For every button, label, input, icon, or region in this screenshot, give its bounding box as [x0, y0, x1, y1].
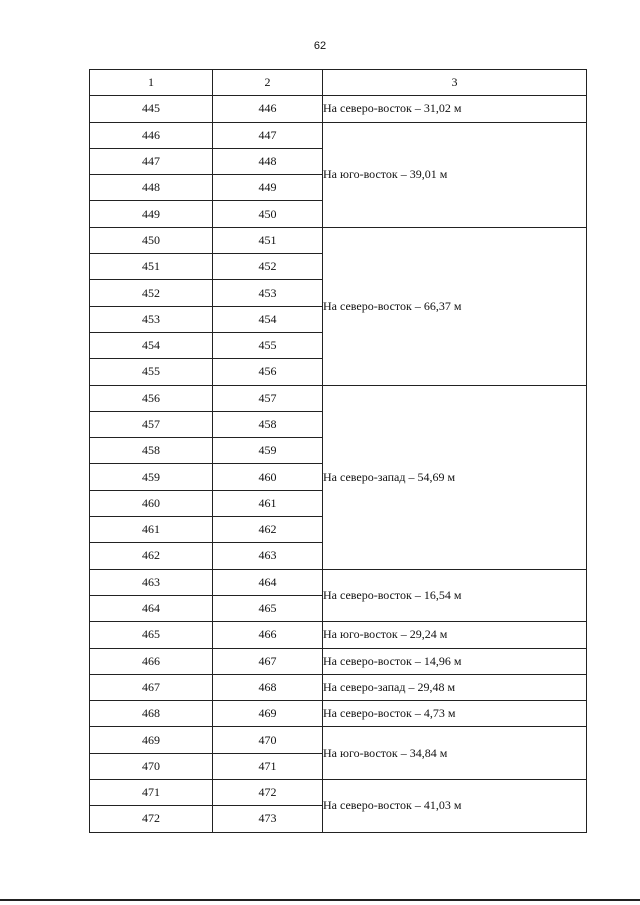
point-to-cell: 463: [213, 543, 323, 569]
point-from-cell: 452: [90, 280, 213, 306]
direction-distance-cell: На северо-запад – 54,69 м: [323, 385, 587, 569]
direction-distance-cell: На северо-восток – 41,03 м: [323, 780, 587, 833]
table-header-row: [90, 70, 587, 96]
point-to-cell: 457: [213, 385, 323, 411]
point-to-cell: 451: [213, 227, 323, 253]
point-from-cell: 445: [90, 96, 213, 122]
point-to-cell: 473: [213, 806, 323, 832]
table-row: [90, 727, 587, 753]
table-row: [90, 780, 587, 806]
table-row: [90, 96, 587, 122]
table-row: [90, 227, 587, 253]
point-to-cell: 462: [213, 517, 323, 543]
table-body: [90, 96, 587, 832]
table-row: [90, 701, 587, 727]
point-from-cell: 462: [90, 543, 213, 569]
point-from-cell: 455: [90, 359, 213, 385]
table-row: [90, 622, 587, 648]
point-to-cell: 454: [213, 306, 323, 332]
direction-distance-cell: На северо-восток – 16,54 м: [323, 569, 587, 622]
direction-distance-cell: На северо-восток – 4,73 м: [323, 701, 587, 727]
point-to-cell: 448: [213, 148, 323, 174]
table-row: [90, 674, 587, 700]
point-from-cell: 471: [90, 780, 213, 806]
column-header-1: 1: [90, 70, 213, 96]
direction-distance-cell: На юго-восток – 39,01 м: [323, 122, 587, 227]
point-from-cell: 457: [90, 411, 213, 437]
point-from-cell: 449: [90, 201, 213, 227]
direction-distance-cell: На северо-восток – 14,96 м: [323, 648, 587, 674]
point-to-cell: 459: [213, 438, 323, 464]
table-row: [90, 122, 587, 148]
direction-distance-cell: На юго-восток – 29,24 м: [323, 622, 587, 648]
direction-distance-cell: На юго-восток – 34,84 м: [323, 727, 587, 780]
point-from-cell: 459: [90, 464, 213, 490]
point-from-cell: 450: [90, 227, 213, 253]
bottom-rule: [0, 899, 640, 901]
point-to-cell: 456: [213, 359, 323, 385]
point-to-cell: 458: [213, 411, 323, 437]
point-from-cell: 454: [90, 332, 213, 358]
column-header-3: 3: [323, 70, 587, 96]
direction-distance-cell: На северо-восток – 31,02 м: [323, 96, 587, 122]
point-from-cell: 447: [90, 148, 213, 174]
point-from-cell: 472: [90, 806, 213, 832]
point-from-cell: 448: [90, 175, 213, 201]
point-from-cell: 469: [90, 727, 213, 753]
point-to-cell: 452: [213, 254, 323, 280]
point-from-cell: 465: [90, 622, 213, 648]
point-to-cell: 461: [213, 490, 323, 516]
point-to-cell: 465: [213, 595, 323, 621]
point-to-cell: 467: [213, 648, 323, 674]
direction-distance-cell: На северо-восток – 66,37 м: [323, 227, 587, 385]
table-row: [90, 569, 587, 595]
point-from-cell: 453: [90, 306, 213, 332]
point-to-cell: 460: [213, 464, 323, 490]
point-to-cell: 466: [213, 622, 323, 648]
point-to-cell: 472: [213, 780, 323, 806]
column-header-2: 2: [213, 70, 323, 96]
point-to-cell: 450: [213, 201, 323, 227]
point-from-cell: 470: [90, 753, 213, 779]
point-to-cell: 446: [213, 96, 323, 122]
point-from-cell: 461: [90, 517, 213, 543]
point-to-cell: 468: [213, 674, 323, 700]
point-to-cell: 455: [213, 332, 323, 358]
direction-distance-cell: На северо-запад – 29,48 м: [323, 674, 587, 700]
point-from-cell: 463: [90, 569, 213, 595]
point-from-cell: 456: [90, 385, 213, 411]
point-from-cell: 468: [90, 701, 213, 727]
point-to-cell: 469: [213, 701, 323, 727]
point-to-cell: 449: [213, 175, 323, 201]
point-to-cell: 447: [213, 122, 323, 148]
point-to-cell: 453: [213, 280, 323, 306]
point-to-cell: 470: [213, 727, 323, 753]
table-row: [90, 385, 587, 411]
point-to-cell: 471: [213, 753, 323, 779]
point-to-cell: 464: [213, 569, 323, 595]
point-from-cell: 458: [90, 438, 213, 464]
point-from-cell: 464: [90, 595, 213, 621]
page-number: 62: [313, 40, 327, 52]
point-from-cell: 467: [90, 674, 213, 700]
coordinates-table: [89, 69, 587, 833]
point-from-cell: 466: [90, 648, 213, 674]
point-from-cell: 451: [90, 254, 213, 280]
point-from-cell: 460: [90, 490, 213, 516]
table-row: [90, 648, 587, 674]
point-from-cell: 446: [90, 122, 213, 148]
